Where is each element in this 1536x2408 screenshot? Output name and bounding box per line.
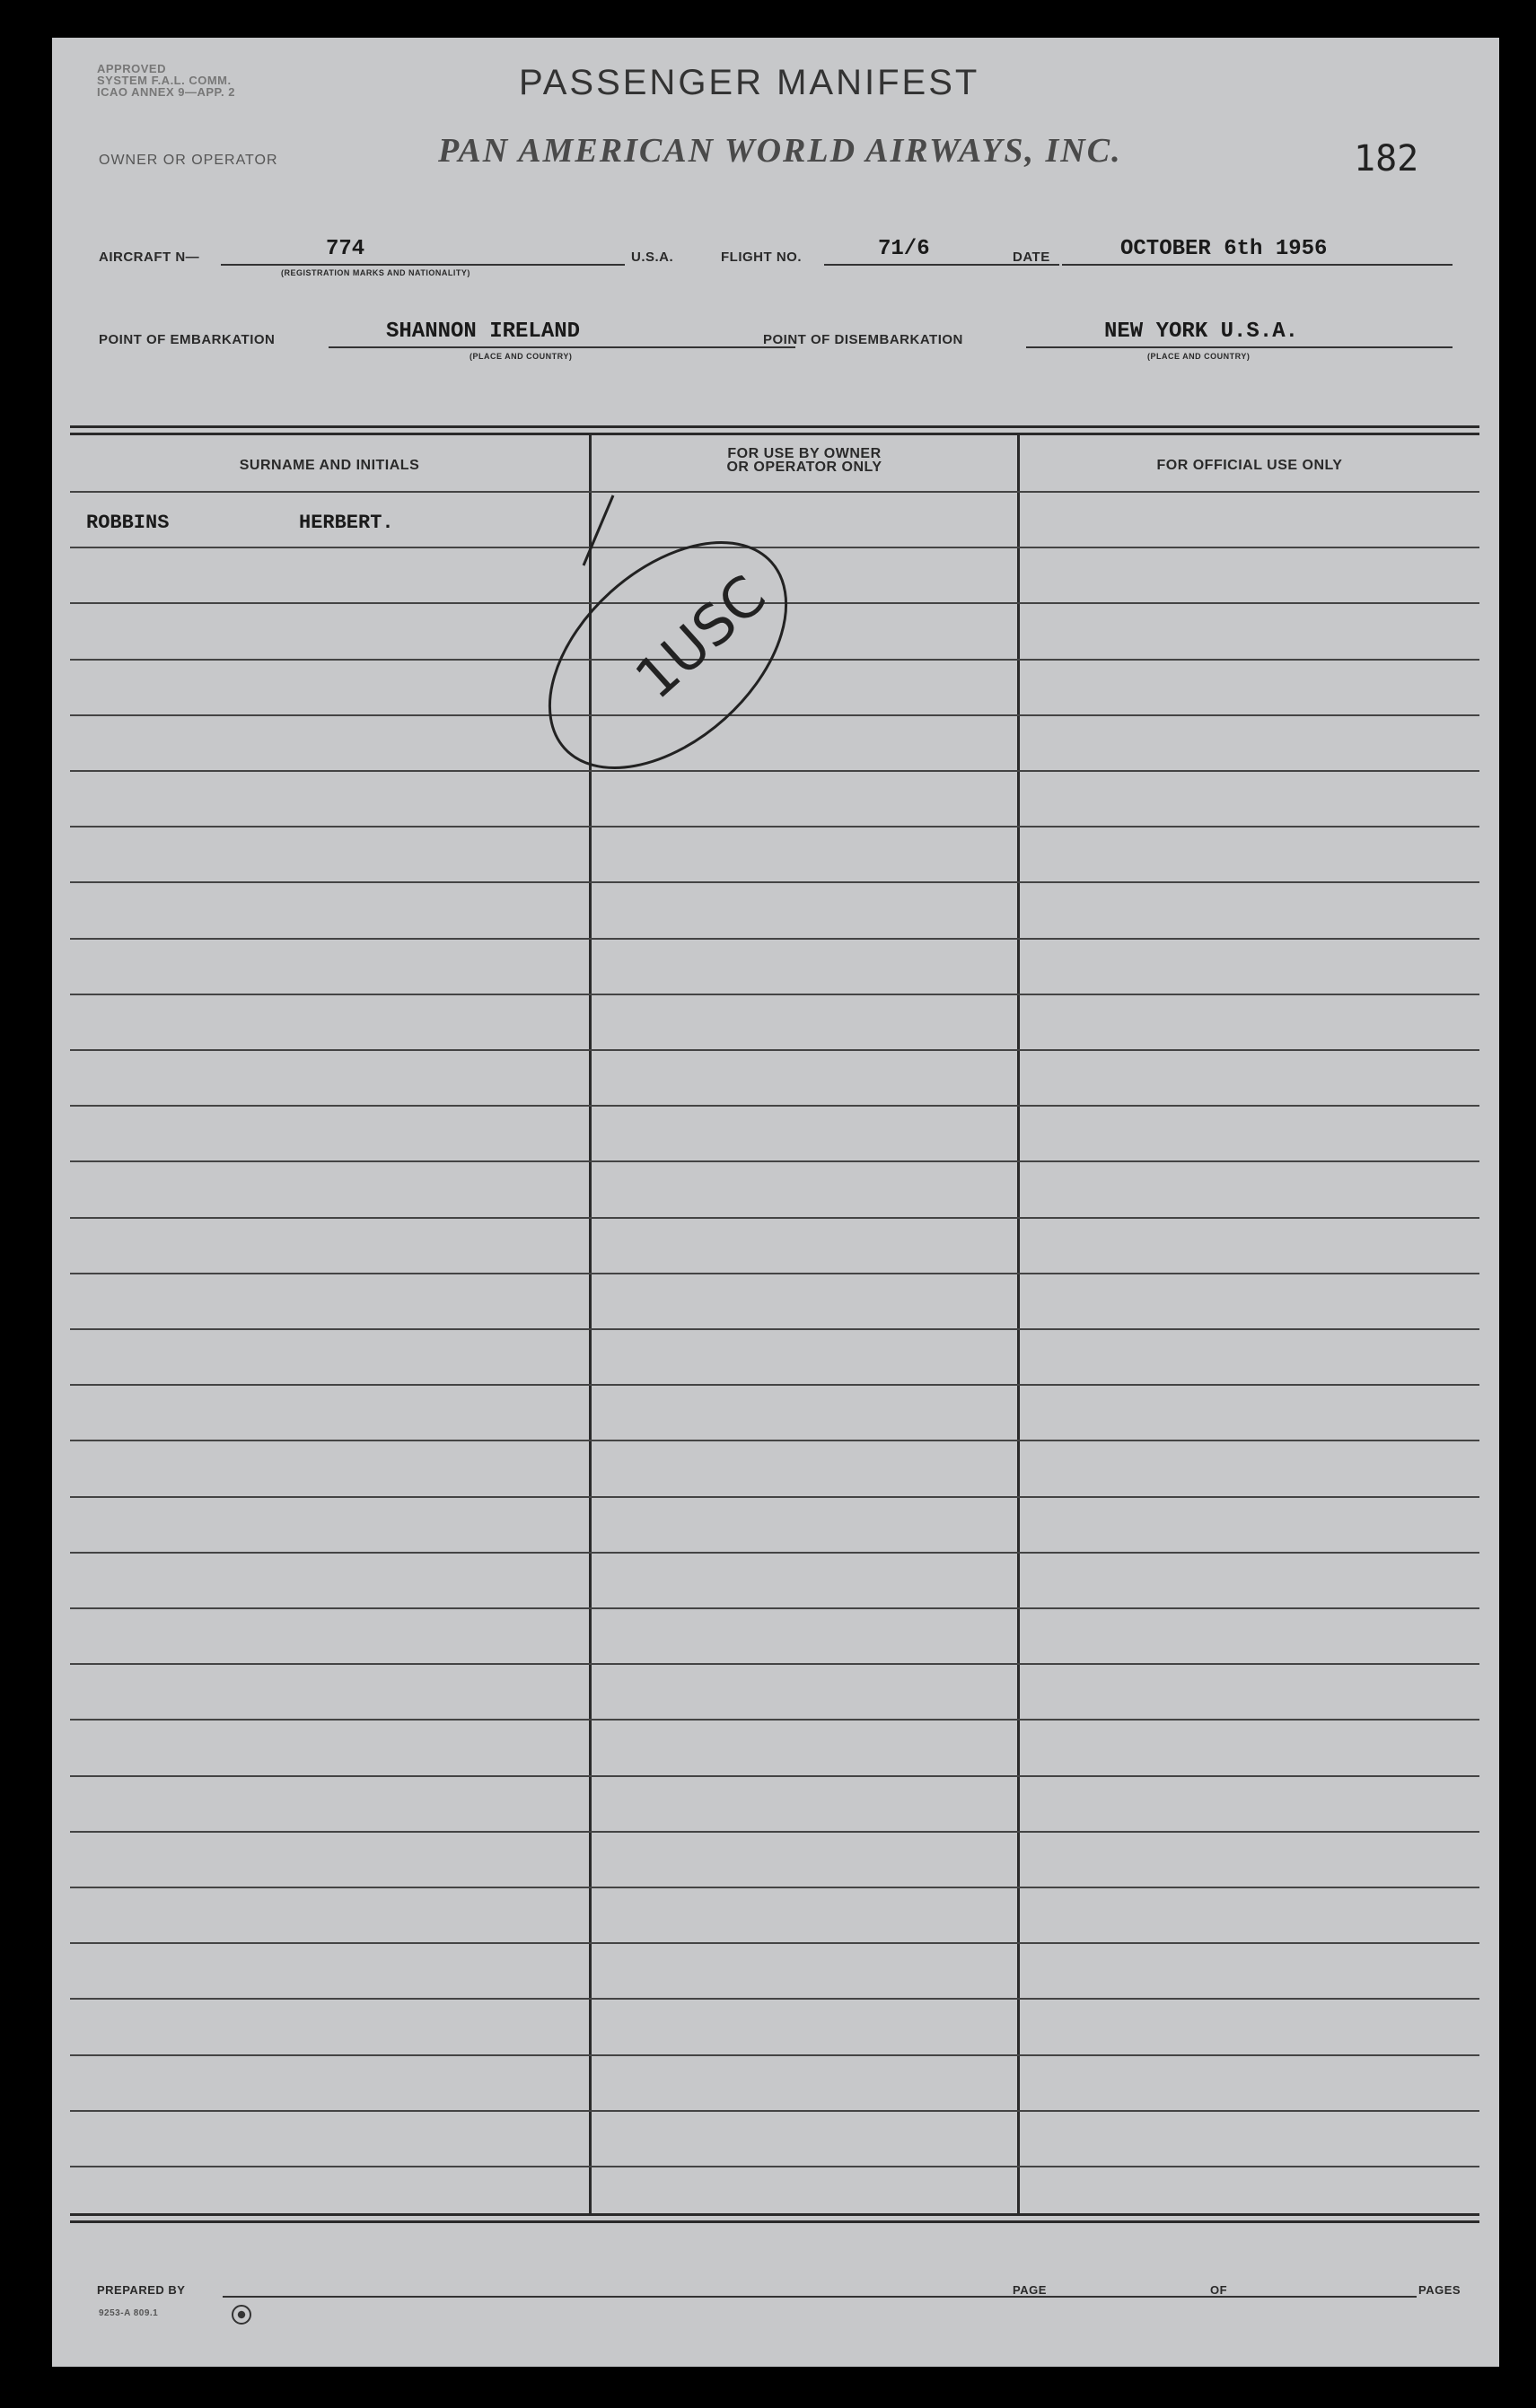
- passenger-given-name: HERBERT.: [299, 512, 394, 534]
- check-mark-stroke: [584, 495, 613, 565]
- handwritten-annotation: [519, 451, 968, 854]
- owner-value: PAN AMERICAN WORLD AIRWAYS, INC.: [438, 132, 1122, 170]
- embarkation-sublabel: (PLACE AND COUNTRY): [470, 352, 573, 361]
- of-label: OF: [1210, 2283, 1228, 2297]
- table-row-line: [70, 1049, 1479, 1051]
- disembarkation-sublabel: (PLACE AND COUNTRY): [1147, 352, 1251, 361]
- table-row-line: [70, 881, 1479, 883]
- col-header-surname: SURNAME AND INITIALS: [239, 458, 420, 473]
- table-row-line: [70, 1384, 1479, 1386]
- disembarkation-underline: [1026, 345, 1453, 348]
- table-bottom-border-2: [70, 2220, 1479, 2223]
- page-number: 182: [1354, 138, 1419, 180]
- manifest-sheet: [52, 38, 1499, 2367]
- col-header-official: FOR OFFICIAL USE ONLY: [1156, 458, 1343, 473]
- table-row-line: [70, 2110, 1479, 2112]
- table-row-line: [70, 1160, 1479, 1162]
- table-row-line: [70, 1775, 1479, 1777]
- approved-line-2: SYSTEM F.A.L. COMM.: [97, 74, 232, 87]
- union-label-icon: [232, 2305, 251, 2325]
- page-label: PAGE: [1013, 2283, 1047, 2297]
- table-row-line: [70, 1105, 1479, 1107]
- disembarkation-value: NEW YORK U.S.A.: [1104, 320, 1299, 344]
- embarkation-label: POINT OF EMBARKATION: [99, 332, 276, 347]
- table-row-line: [70, 1607, 1479, 1609]
- table-row-line: [70, 2054, 1479, 2056]
- flight-value: 71/6: [878, 237, 930, 261]
- owner-label: OWNER OR OPERATOR: [99, 153, 278, 168]
- table-row-line: [70, 1273, 1479, 1274]
- page-title: PASSENGER MANIFEST: [519, 63, 980, 102]
- date-underline: [1062, 262, 1453, 266]
- table-row-line: [70, 938, 1479, 940]
- table-top-border: [70, 425, 1479, 428]
- approval-stamp: [97, 63, 235, 98]
- table-row-line: [70, 1719, 1479, 1721]
- aircraft-value: 774: [326, 237, 365, 261]
- embarkation-underline: [329, 345, 795, 348]
- table-row-line: [70, 994, 1479, 995]
- pages-label: PAGES: [1418, 2283, 1461, 2297]
- table-row-line: [70, 1831, 1479, 1833]
- table-bottom-border: [70, 2213, 1479, 2216]
- usa-label: U.S.A.: [631, 250, 674, 265]
- disembarkation-label: POINT OF DISEMBARKATION: [763, 332, 963, 347]
- aircraft-underline: [221, 262, 625, 266]
- table-row-line: [70, 1552, 1479, 1554]
- approved-line-1: APPROVED: [97, 62, 166, 75]
- prepared-by-label: PREPARED BY: [97, 2283, 186, 2297]
- table-row-line: [70, 1217, 1479, 1219]
- date-label: DATE: [1013, 250, 1050, 265]
- col-header-owner-line2: OR OPERATOR ONLY: [726, 460, 882, 475]
- table-top-border-2: [70, 433, 1479, 435]
- table-row-line: [70, 1328, 1479, 1330]
- table-row-line: [70, 1998, 1479, 2000]
- table-row-line: [70, 1942, 1479, 1944]
- table-row-line: [70, 2166, 1479, 2167]
- column-divider-2: [1017, 433, 1020, 2215]
- prepared-by-underline: [223, 2294, 1417, 2298]
- embarkation-value: SHANNON IRELAND: [386, 320, 581, 344]
- annotation-text: 1USC: [622, 562, 778, 712]
- table-row-line: [70, 1663, 1479, 1665]
- passenger-surname: ROBBINS: [86, 512, 170, 534]
- table-row-line: [70, 1440, 1479, 1441]
- aircraft-label: AIRCRAFT N—: [99, 250, 200, 265]
- flight-label: FLIGHT NO.: [721, 250, 802, 265]
- date-value: OCTOBER 6th 1956: [1120, 237, 1328, 261]
- table-row-line: [70, 1496, 1479, 1498]
- approved-line-3: ICAO ANNEX 9—APP. 2: [97, 85, 235, 99]
- aircraft-sublabel: (REGISTRATION MARKS AND NATIONALITY): [281, 268, 470, 277]
- col-header-owner-line1: FOR USE BY OWNER: [727, 446, 882, 461]
- table-row-line: [70, 1887, 1479, 1888]
- form-code: 9253-A 809.1: [99, 2308, 159, 2318]
